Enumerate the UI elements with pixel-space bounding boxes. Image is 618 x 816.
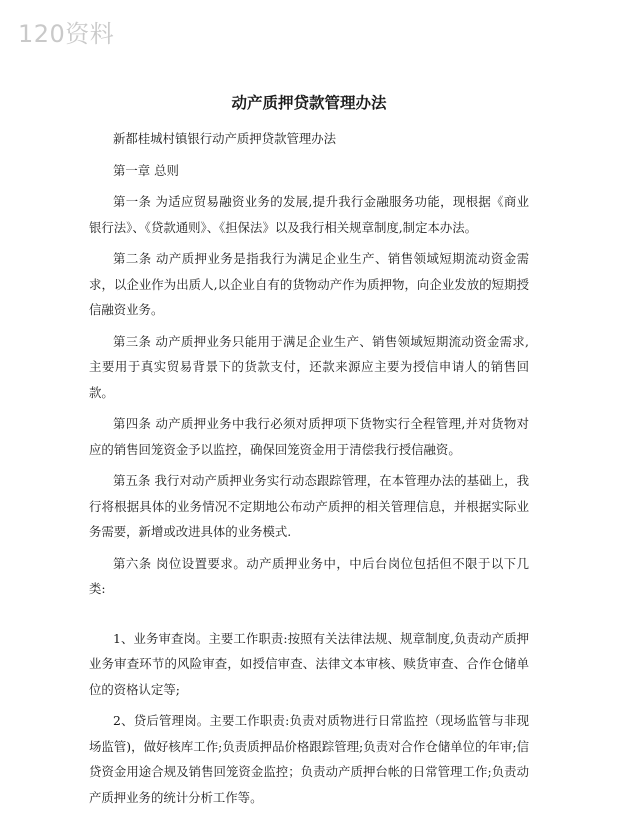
paragraph-article-2: 第二条 动产质押业务是指我行为满足企业生产、销售领域短期流动资金需求，以企业作为出质人,以企业自有的货物动产作为质押物，向企业发放的短期授信融资业务。 — [89, 251, 529, 317]
paragraph-article-6: 第六条 岗位设置要求。动产质押业务中，中后台岗位包括但不限于以下几类: — [89, 555, 529, 596]
document-page — [89, 92, 529, 816]
paragraph-article-4: 第四条 动产质押业务中我行必须对质押项下货物实行全程管理,并对货物对应的销售回笼资金予以监控，确保回笼资金用于清偿我行授信融资。 — [89, 416, 529, 457]
paragraph-chapter-heading: 第一章 总则 — [113, 162, 179, 178]
list-item-post-loan-post: 2、贷后管理岗。主要工作职责:负责对质物进行日常监控（现场监管与非现场监管)，做好核库工作;负责质押品价格跟踪管理;负责对合作仓储单位的年审;信贷资金用途合规及销售回笼资金监控；负责动产质押台帐的日常管理工作;负责动产质押业务的统计分析工作等。 — [89, 713, 529, 805]
watermark-logo: 120资料 — [18, 20, 115, 48]
paragraph-article-3: 第三条 动产质押业务只能用于满足企业生产、销售领域短期流动资金需求,主要用于真实贸易背景下的货款支付，还款来源应主要为授信申请人的销售回款。 — [89, 333, 529, 400]
section-spacer — [89, 608, 529, 626]
paragraph-article-5: 第五条 我行对动产质押业务实行动态跟踪管理，在本管理办法的基础上，我行将根据具体的业务情况不定期地公布动产质押的相关管理信息，并根据实际业务需要，新增或改进具体的业务模式. — [89, 473, 529, 539]
document-title: 动产质押贷款管理办法 — [231, 93, 387, 112]
paragraph-bank-name: 新都桂城村镇银行动产质押贷款管理办法 — [113, 131, 337, 146]
list-item-review-post: 1、业务审查岗。主要工作职责:按照有关法律法规、规章制度,负责动产质押业务审查环节的风险审查，如授信审查、法律文本审核、赎货审查、合作仓储单位的资格认定等; — [89, 630, 529, 697]
paragraph-article-1: 第一条 为适应贸易融资业务的发展,提升我行金融服务功能，现根据《商业银行法》、《贷款通则》、《担保法》以及我行相关规章制度,制定本办法。 — [89, 194, 529, 235]
